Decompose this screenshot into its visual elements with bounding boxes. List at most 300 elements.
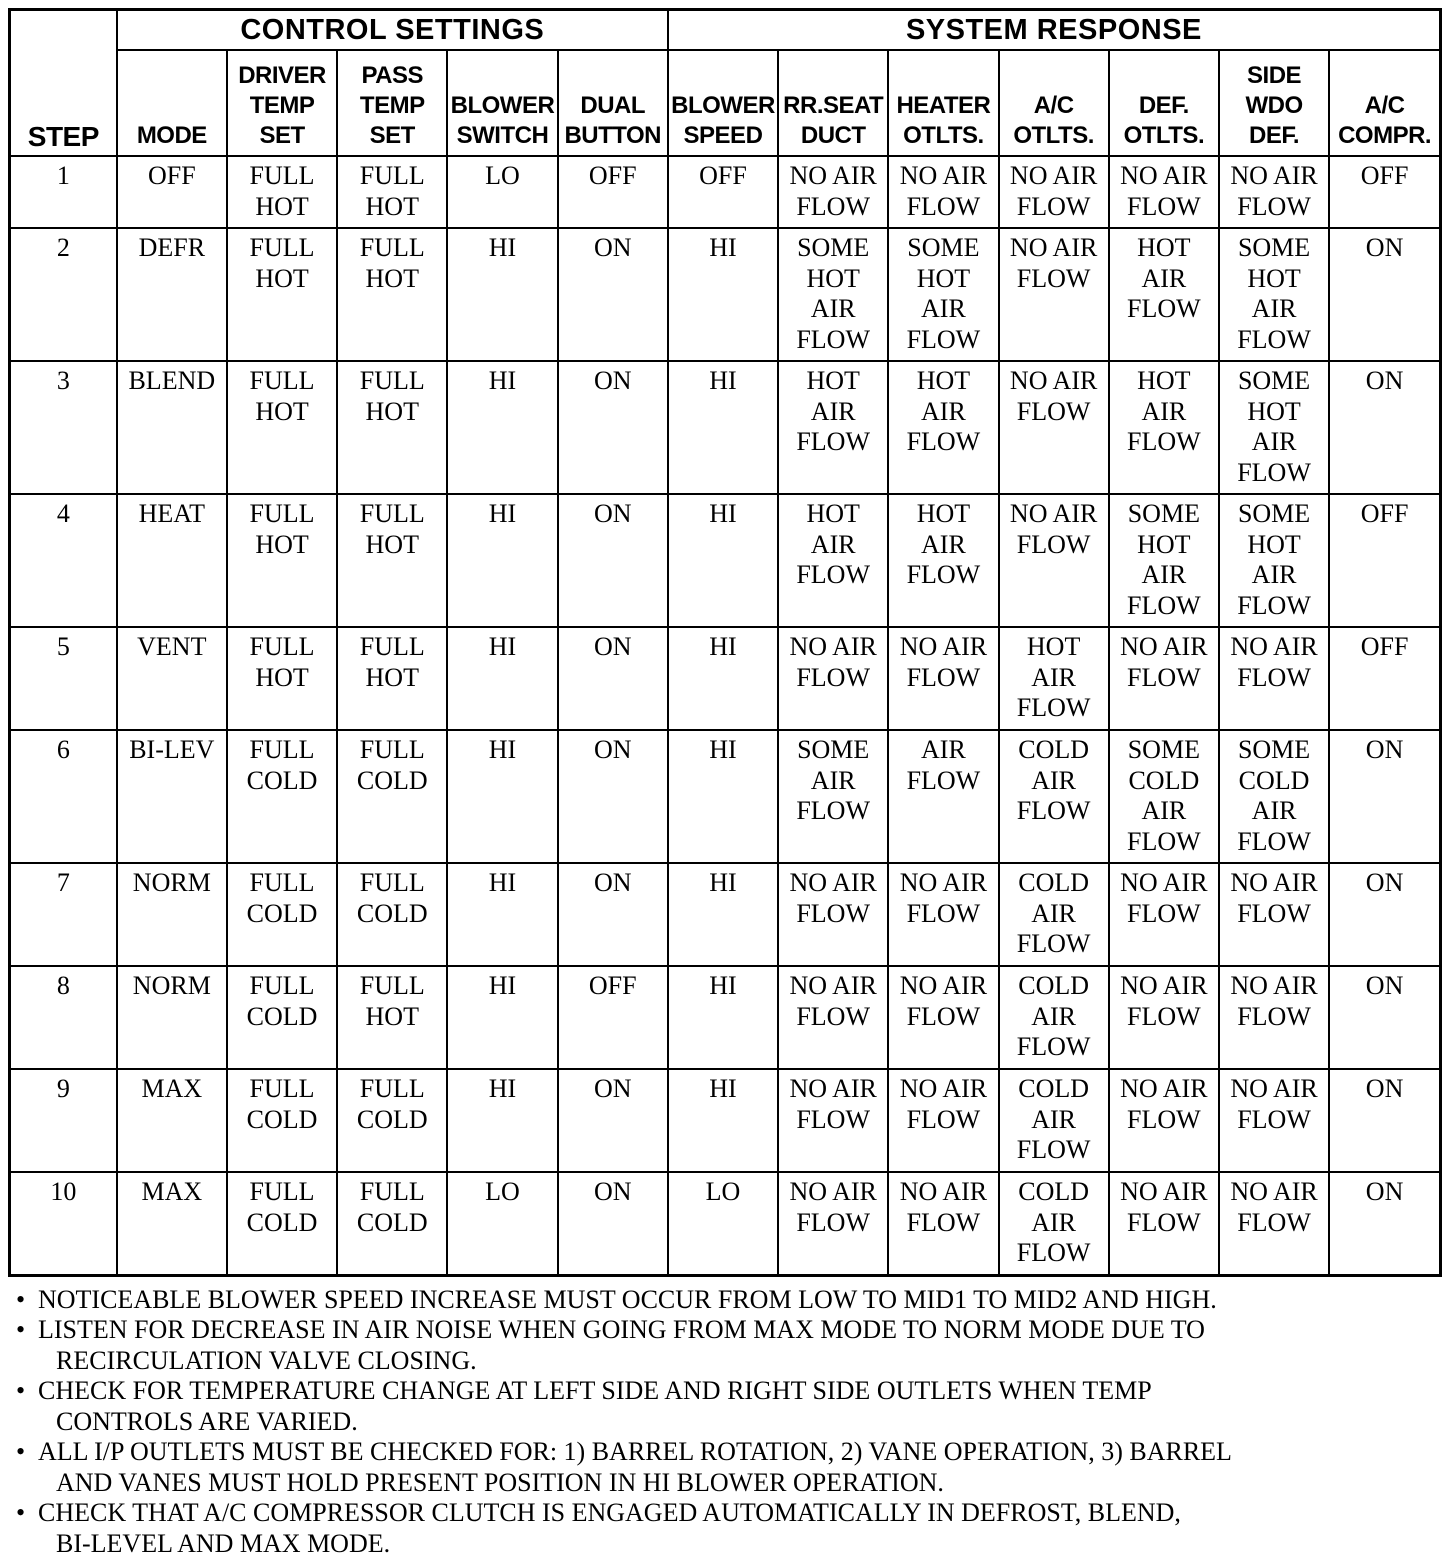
- column-header-line: BUTTON: [559, 121, 667, 151]
- table-cell: [668, 863, 778, 966]
- table-cell: [227, 966, 337, 1069]
- cell-line: NO AIR: [889, 161, 997, 192]
- cell-line: FULL: [338, 499, 446, 530]
- cell-line: HOT: [228, 192, 336, 223]
- column-header-line: TEMP: [338, 91, 446, 121]
- cell-line: FLOW: [1110, 663, 1218, 694]
- cell-line: COLD: [1000, 868, 1108, 899]
- table-cell: [668, 228, 778, 361]
- cell-line: FLOW: [779, 1002, 887, 1033]
- table-cell: [227, 156, 337, 228]
- table-cell: [1219, 156, 1329, 228]
- column-header: [558, 50, 668, 156]
- cell-line: HOT: [779, 366, 887, 397]
- cell-line: FULL: [228, 499, 336, 530]
- table-cell: [117, 966, 227, 1069]
- note-line: RECIRCULATION VALVE CLOSING.: [38, 1346, 1442, 1377]
- table-cell: [778, 966, 888, 1069]
- cell-line: FLOW: [889, 1002, 997, 1033]
- table-header: [10, 10, 1441, 157]
- cell-line: FLOW: [1110, 1105, 1218, 1136]
- column-header-line: BLOWER: [448, 91, 556, 121]
- cell-line: FLOW: [779, 192, 887, 223]
- cell-line: AIR: [779, 397, 887, 428]
- bullet-icon: •: [16, 1437, 25, 1468]
- cell-line: NO AIR: [1220, 161, 1328, 192]
- cell-line: DEFR: [118, 233, 226, 264]
- cell-line: NORM: [118, 971, 226, 1002]
- table-cell: [558, 627, 668, 730]
- cell-line: HI: [448, 233, 556, 264]
- table-cell: [888, 627, 998, 730]
- cell-line: FLOW: [1220, 192, 1328, 223]
- table-cell: [778, 1069, 888, 1172]
- cell-line: 1: [11, 161, 116, 192]
- cell-line: 2: [11, 233, 116, 264]
- cell-line: FLOW: [889, 663, 997, 694]
- cell-line: HI: [448, 971, 556, 1002]
- table-cell: [1109, 1069, 1219, 1172]
- cell-line: AIR: [889, 294, 997, 325]
- cell-line: 5: [11, 632, 116, 663]
- table-cell: [337, 627, 447, 730]
- cell-line: HI: [448, 868, 556, 899]
- cell-line: COLD: [1220, 766, 1328, 797]
- cell-line: ON: [1330, 1074, 1439, 1105]
- cell-line: HOT: [338, 192, 446, 223]
- cell-line: FLOW: [1000, 264, 1108, 295]
- cell-line: NO AIR: [779, 971, 887, 1002]
- cell-line: FLOW: [889, 325, 997, 356]
- table-cell: [888, 1172, 998, 1275]
- cell-line: FULL: [338, 1177, 446, 1208]
- column-header-line: DEF.: [1110, 91, 1218, 121]
- cell-line: COLD: [1000, 1074, 1108, 1105]
- table-cell: [999, 1172, 1109, 1275]
- cell-line: FULL: [228, 233, 336, 264]
- column-header: [1329, 50, 1440, 156]
- table-cell: [117, 228, 227, 361]
- cell-line: HOT: [889, 264, 997, 295]
- cell-line: HOT: [889, 366, 997, 397]
- cell-line: FLOW: [889, 427, 997, 458]
- table-row: [10, 863, 1441, 966]
- column-header: [117, 50, 227, 156]
- table-cell: [999, 627, 1109, 730]
- table-row: [10, 1069, 1441, 1172]
- column-header-row: [10, 50, 1441, 156]
- cell-line: HOT: [779, 499, 887, 530]
- cell-line: COLD: [228, 766, 336, 797]
- cell-line: SOME: [1110, 499, 1218, 530]
- cell-line: HOT: [228, 264, 336, 295]
- cell-line: HI: [669, 1074, 777, 1105]
- step-number-cell: [10, 863, 117, 966]
- table-cell: [447, 156, 557, 228]
- table-cell: [668, 730, 778, 863]
- cell-line: FLOW: [1220, 325, 1328, 356]
- table-cell: [558, 863, 668, 966]
- cell-line: FLOW: [1220, 899, 1328, 930]
- table-cell: [337, 156, 447, 228]
- cell-line: ON: [559, 233, 667, 264]
- table-cell: [888, 966, 998, 1069]
- column-header-line: RR.SEAT: [779, 91, 887, 121]
- table-cell: [447, 361, 557, 494]
- cell-line: FLOW: [1000, 397, 1108, 428]
- cell-line: ON: [1330, 233, 1439, 264]
- table-cell: [227, 494, 337, 627]
- column-header-line: DUAL: [559, 91, 667, 121]
- cell-line: ON: [559, 632, 667, 663]
- cell-line: FLOW: [1110, 1002, 1218, 1033]
- table-cell: [1109, 361, 1219, 494]
- cell-line: AIR: [1110, 796, 1218, 827]
- cell-line: FLOW: [1220, 827, 1328, 858]
- table-row: [10, 966, 1441, 1069]
- cell-line: HOT: [228, 530, 336, 561]
- cell-line: FLOW: [1000, 796, 1108, 827]
- column-header-line: OTLTS.: [889, 121, 997, 151]
- table-cell: [337, 1172, 447, 1275]
- cell-line: HI: [669, 632, 777, 663]
- cell-line: NO AIR: [1220, 971, 1328, 1002]
- table-cell: [888, 361, 998, 494]
- table-cell: [888, 1069, 998, 1172]
- table-cell: [778, 228, 888, 361]
- column-header: [999, 50, 1109, 156]
- cell-line: FLOW: [779, 663, 887, 694]
- cell-line: FLOW: [779, 560, 887, 591]
- table-cell: [447, 1172, 557, 1275]
- cell-line: LO: [448, 1177, 556, 1208]
- cell-line: FLOW: [1110, 192, 1218, 223]
- cell-line: HOT: [1110, 233, 1218, 264]
- test-procedure-sheet: [8, 8, 1442, 1559]
- table-cell: [1329, 966, 1440, 1069]
- cell-line: HI: [669, 366, 777, 397]
- table-cell: [1219, 730, 1329, 863]
- bullet-icon: •: [16, 1376, 25, 1407]
- cell-line: FLOW: [1110, 827, 1218, 858]
- table-cell: [999, 156, 1109, 228]
- column-header-line: TEMP: [228, 91, 336, 121]
- bullet-icon: •: [16, 1498, 25, 1529]
- cell-line: ON: [1330, 366, 1439, 397]
- table-cell: [558, 730, 668, 863]
- cell-line: FLOW: [1220, 458, 1328, 489]
- cell-line: ON: [559, 1177, 667, 1208]
- cell-line: NO AIR: [1110, 1177, 1218, 1208]
- column-header-line: PASS: [338, 61, 446, 91]
- note-item: [16, 1498, 1442, 1559]
- cell-line: HI: [669, 233, 777, 264]
- table-cell: [668, 361, 778, 494]
- table-cell: [888, 494, 998, 627]
- table-cell: [337, 494, 447, 627]
- note-item: [16, 1376, 1442, 1437]
- table-cell: [117, 730, 227, 863]
- cell-line: FLOW: [779, 1105, 887, 1136]
- cell-line: ON: [559, 1074, 667, 1105]
- cell-line: COLD: [228, 1208, 336, 1239]
- table-cell: [447, 730, 557, 863]
- cell-line: SOME: [1110, 735, 1218, 766]
- cell-line: NO AIR: [779, 161, 887, 192]
- system-response-header: SYSTEM RESPONSE: [668, 10, 1441, 51]
- cell-line: OFF: [669, 161, 777, 192]
- table-body: [10, 156, 1441, 1275]
- cell-line: FLOW: [1000, 1032, 1108, 1063]
- cell-line: ON: [1330, 868, 1439, 899]
- table-cell: [1329, 1172, 1440, 1275]
- cell-line: SOME: [1220, 499, 1328, 530]
- note-item: [16, 1315, 1442, 1376]
- cell-line: COLD: [228, 899, 336, 930]
- cell-line: FULL: [228, 161, 336, 192]
- table-cell: [778, 494, 888, 627]
- table-row: [10, 627, 1441, 730]
- cell-line: HEAT: [118, 499, 226, 530]
- cell-line: NO AIR: [779, 1074, 887, 1105]
- cell-line: NO AIR: [1110, 868, 1218, 899]
- cell-line: NO AIR: [889, 971, 997, 1002]
- cell-line: NO AIR: [1000, 499, 1108, 530]
- cell-line: FLOW: [1110, 591, 1218, 622]
- table-cell: [447, 966, 557, 1069]
- group-header-row: [10, 10, 1441, 51]
- table-cell: [1329, 156, 1440, 228]
- cell-line: NO AIR: [889, 1177, 997, 1208]
- table-cell: [999, 361, 1109, 494]
- table-cell: [668, 1172, 778, 1275]
- cell-line: SOME: [889, 233, 997, 264]
- table-cell: [888, 730, 998, 863]
- table-cell: [1109, 627, 1219, 730]
- table-cell: [227, 730, 337, 863]
- cell-line: NO AIR: [1220, 632, 1328, 663]
- table-cell: [117, 1069, 227, 1172]
- cell-line: FLOW: [889, 560, 997, 591]
- table-cell: [227, 1069, 337, 1172]
- cell-line: 6: [11, 735, 116, 766]
- cell-line: FLOW: [1000, 929, 1108, 960]
- table-cell: [1109, 156, 1219, 228]
- table-cell: [1219, 361, 1329, 494]
- table-cell: [447, 627, 557, 730]
- cell-line: SOME: [1220, 735, 1328, 766]
- cell-line: AIR: [779, 530, 887, 561]
- table-cell: [668, 627, 778, 730]
- table-row: [10, 494, 1441, 627]
- step-column-header: STEP: [10, 10, 117, 157]
- control-settings-header: CONTROL SETTINGS: [117, 10, 668, 51]
- cell-line: HOT: [338, 1002, 446, 1033]
- table-cell: [337, 730, 447, 863]
- cell-line: AIR: [1000, 663, 1108, 694]
- table-cell: [447, 1069, 557, 1172]
- cell-line: HI: [448, 735, 556, 766]
- note-line: CONTROLS ARE VARIED.: [38, 1407, 1442, 1438]
- table-row: [10, 1172, 1441, 1275]
- column-header: [1109, 50, 1219, 156]
- column-header-line: DUCT: [779, 121, 887, 151]
- cell-line: AIR: [1000, 899, 1108, 930]
- cell-line: HOT: [338, 663, 446, 694]
- table-cell: [558, 1069, 668, 1172]
- table-cell: [558, 228, 668, 361]
- cell-line: FLOW: [1220, 1002, 1328, 1033]
- table-row: [10, 361, 1441, 494]
- cell-line: FLOW: [1220, 591, 1328, 622]
- cell-line: FULL: [228, 632, 336, 663]
- table-cell: [337, 863, 447, 966]
- column-header-line: SET: [228, 121, 336, 151]
- cell-line: FULL: [228, 366, 336, 397]
- cell-line: COLD: [228, 1105, 336, 1136]
- cell-line: HI: [448, 1074, 556, 1105]
- hvac-test-table: [8, 8, 1442, 1277]
- column-header-line: A/C: [1000, 91, 1108, 121]
- cell-line: NO AIR: [1000, 233, 1108, 264]
- cell-line: FLOW: [1000, 1238, 1108, 1269]
- cell-line: NO AIR: [1220, 868, 1328, 899]
- cell-line: NO AIR: [889, 1074, 997, 1105]
- cell-line: AIR: [1110, 264, 1218, 295]
- cell-line: ON: [559, 868, 667, 899]
- table-cell: [999, 966, 1109, 1069]
- note-line: ALL I/P OUTLETS MUST BE CHECKED FOR: 1) BARREL ROTATION, 2) VANE OPERATION, 3) BARREL: [38, 1437, 1232, 1466]
- cell-line: NO AIR: [1110, 632, 1218, 663]
- cell-line: FLOW: [1000, 530, 1108, 561]
- step-number-cell: [10, 156, 117, 228]
- cell-line: ON: [1330, 735, 1439, 766]
- cell-line: HOT: [228, 397, 336, 428]
- cell-line: NO AIR: [779, 1177, 887, 1208]
- cell-line: ON: [1330, 971, 1439, 1002]
- table-cell: [999, 228, 1109, 361]
- cell-line: FLOW: [1220, 1105, 1328, 1136]
- table-cell: [1219, 863, 1329, 966]
- column-header: [1219, 50, 1329, 156]
- table-cell: [1109, 228, 1219, 361]
- step-number-cell: [10, 627, 117, 730]
- column-header-line: BLOWER: [669, 91, 777, 121]
- cell-line: FULL: [338, 735, 446, 766]
- table-cell: [447, 863, 557, 966]
- cell-line: BLEND: [118, 366, 226, 397]
- cell-line: NORM: [118, 868, 226, 899]
- table-cell: [1329, 730, 1440, 863]
- table-cell: [668, 966, 778, 1069]
- cell-line: FULL: [228, 1177, 336, 1208]
- table-row: [10, 156, 1441, 228]
- table-cell: [117, 627, 227, 730]
- column-header: [227, 50, 337, 156]
- column-header-line: SPEED: [669, 121, 777, 151]
- cell-line: AIR: [1110, 560, 1218, 591]
- table-cell: [1219, 494, 1329, 627]
- cell-line: COLD: [1110, 766, 1218, 797]
- step-number-cell: [10, 228, 117, 361]
- cell-line: HOT: [338, 530, 446, 561]
- step-number-cell: [10, 966, 117, 1069]
- cell-line: COLD: [338, 899, 446, 930]
- cell-line: FULL: [338, 366, 446, 397]
- cell-line: FLOW: [889, 192, 997, 223]
- cell-line: FLOW: [889, 899, 997, 930]
- cell-line: HI: [669, 499, 777, 530]
- table-cell: [778, 361, 888, 494]
- cell-line: OFF: [1330, 499, 1439, 530]
- cell-line: AIR: [1220, 796, 1328, 827]
- table-cell: [1329, 627, 1440, 730]
- step-number-cell: [10, 1172, 117, 1275]
- cell-line: COLD: [1000, 971, 1108, 1002]
- column-header-line: DEF.: [1220, 121, 1328, 151]
- cell-line: SOME: [779, 233, 887, 264]
- cell-line: AIR: [1220, 560, 1328, 591]
- table-cell: [888, 228, 998, 361]
- cell-line: COLD: [1000, 1177, 1108, 1208]
- table-cell: [227, 1172, 337, 1275]
- table-row: [10, 730, 1441, 863]
- cell-line: AIR: [779, 766, 887, 797]
- cell-line: FLOW: [779, 427, 887, 458]
- cell-line: HOT: [338, 264, 446, 295]
- cell-line: HOT: [1110, 366, 1218, 397]
- cell-line: SOME: [1220, 366, 1328, 397]
- note-line: LISTEN FOR DECREASE IN AIR NOISE WHEN GOING FROM MAX MODE TO NORM MODE DUE TO: [38, 1315, 1205, 1344]
- table-cell: [778, 627, 888, 730]
- cell-line: HOT: [889, 499, 997, 530]
- column-header-line: OTLTS.: [1000, 121, 1108, 151]
- column-header-line: SIDE: [1220, 61, 1328, 91]
- cell-line: OFF: [118, 161, 226, 192]
- cell-line: NO AIR: [779, 868, 887, 899]
- column-header: [888, 50, 998, 156]
- table-cell: [337, 966, 447, 1069]
- cell-line: AIR: [1000, 1208, 1108, 1239]
- cell-line: 7: [11, 868, 116, 899]
- step-number-cell: [10, 361, 117, 494]
- table-cell: [1219, 1069, 1329, 1172]
- table-cell: [999, 494, 1109, 627]
- column-header: [447, 50, 557, 156]
- cell-line: NO AIR: [1110, 1074, 1218, 1105]
- cell-line: NO AIR: [1220, 1074, 1328, 1105]
- cell-line: SOME: [779, 735, 887, 766]
- table-cell: [117, 156, 227, 228]
- cell-line: AIR: [889, 735, 997, 766]
- table-cell: [1219, 228, 1329, 361]
- table-cell: [447, 228, 557, 361]
- cell-line: COLD: [338, 1208, 446, 1239]
- cell-line: FULL: [228, 735, 336, 766]
- cell-line: NO AIR: [1220, 1177, 1328, 1208]
- cell-line: 10: [11, 1177, 116, 1208]
- table-cell: [1109, 494, 1219, 627]
- step-number-cell: [10, 1069, 117, 1172]
- table-cell: [1329, 494, 1440, 627]
- cell-line: NO AIR: [779, 632, 887, 663]
- cell-line: HI: [448, 366, 556, 397]
- cell-line: 8: [11, 971, 116, 1002]
- cell-line: LO: [448, 161, 556, 192]
- cell-line: MAX: [118, 1177, 226, 1208]
- table-cell: [999, 1069, 1109, 1172]
- cell-line: OFF: [1330, 632, 1439, 663]
